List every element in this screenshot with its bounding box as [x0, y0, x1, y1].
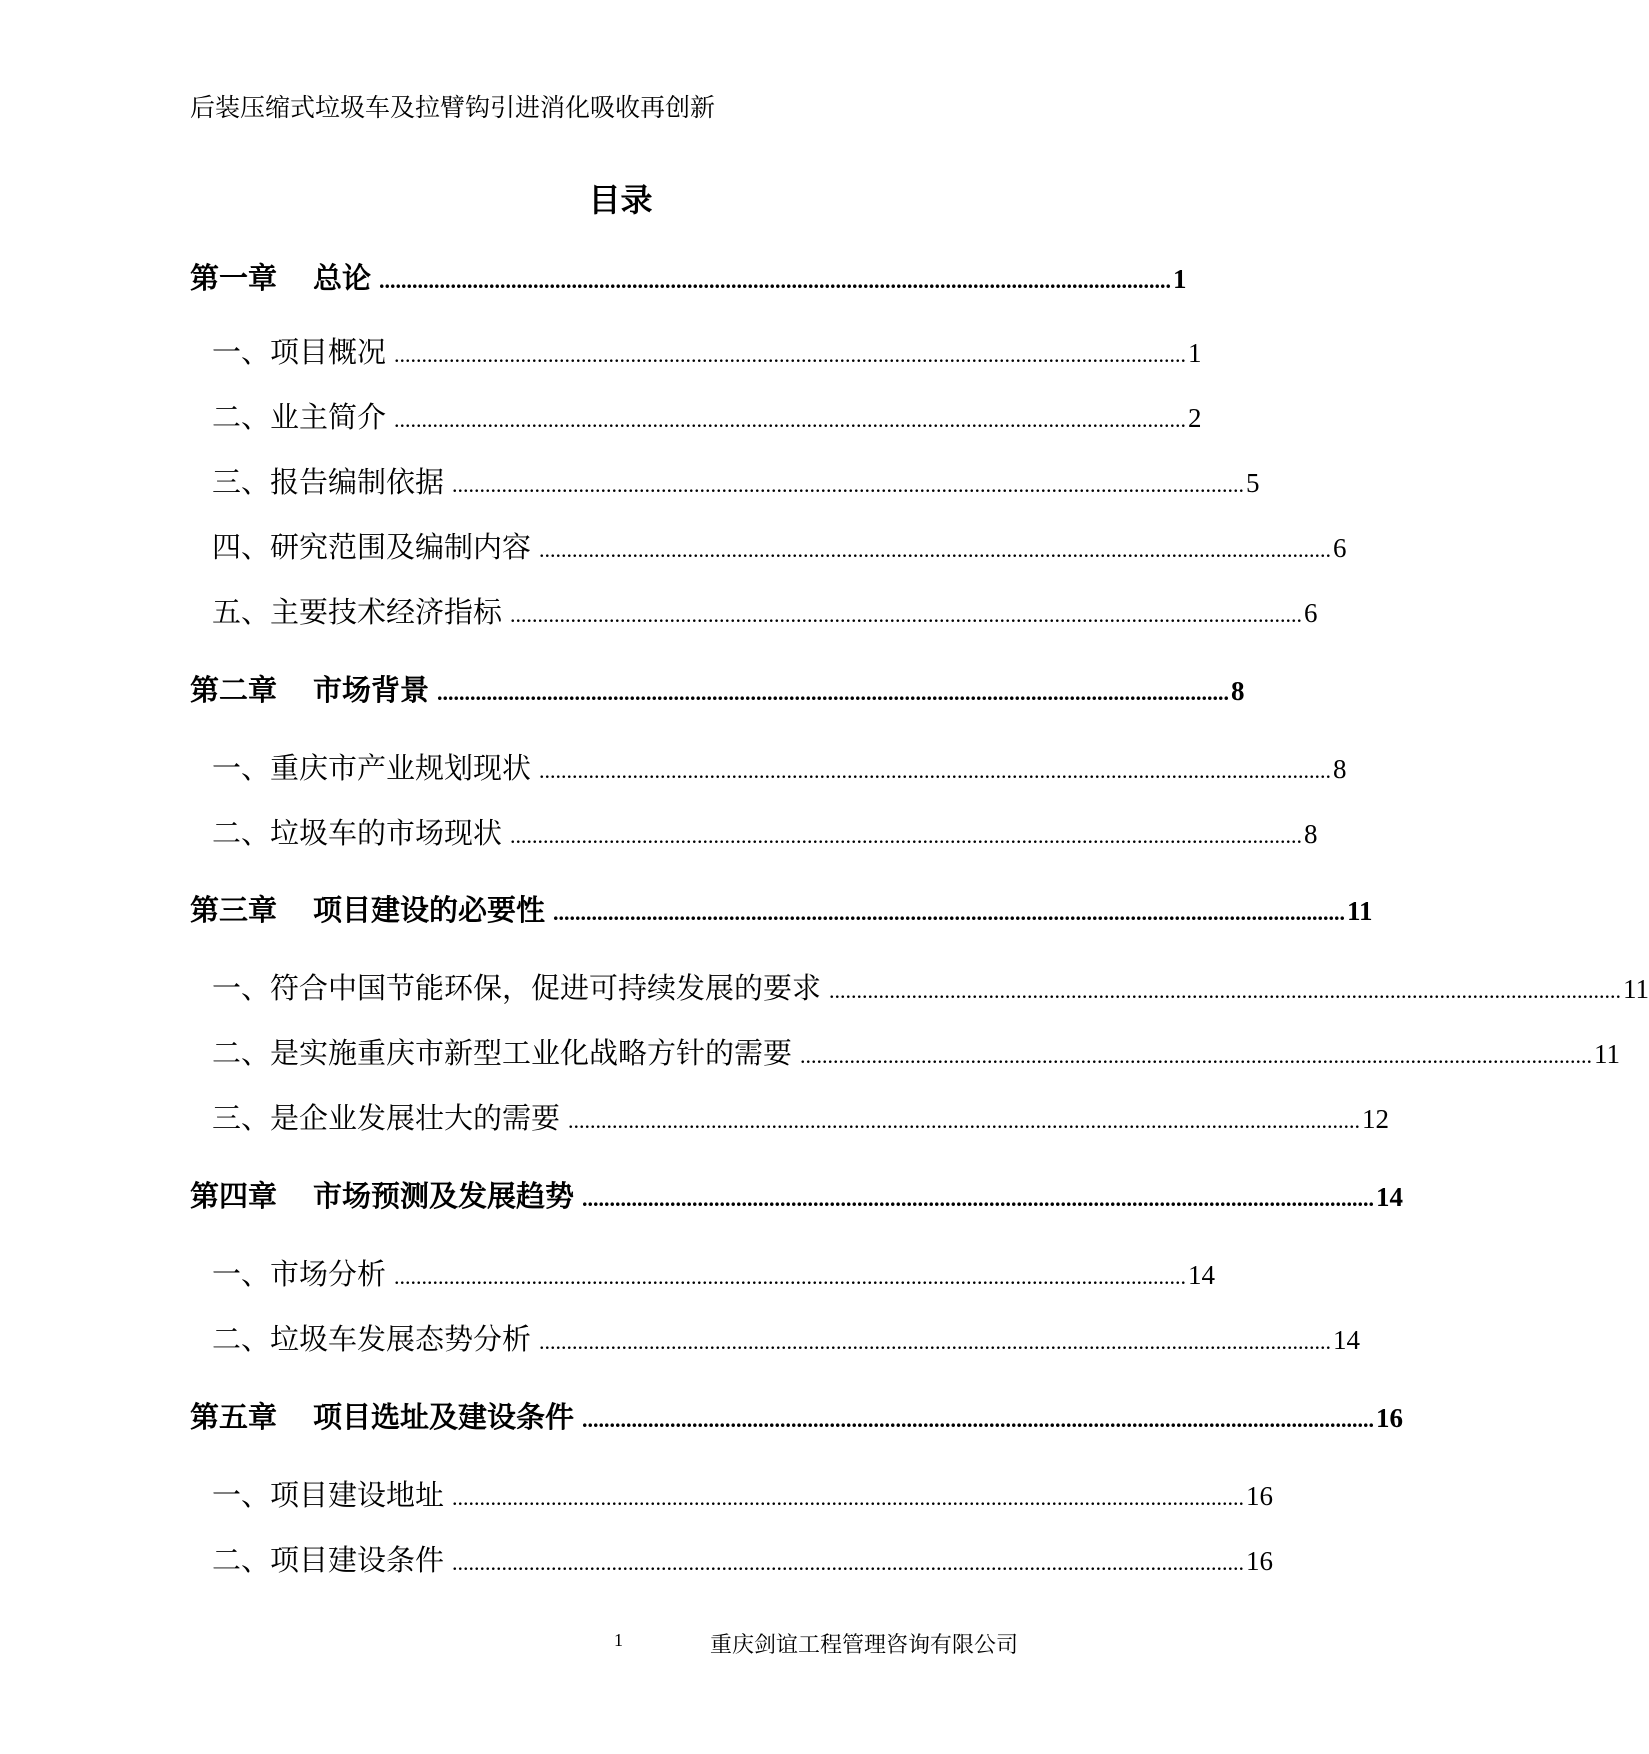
toc-page-number: 14 [1333, 1325, 1361, 1355]
dot-leader: ................................................................................................................................................ [510, 823, 1303, 848]
toc-page-number: 16 [1246, 1546, 1274, 1576]
dot-leader: ................................................................................................................................................ [582, 1407, 1375, 1432]
toc-section-1-4[interactable] [212, 525, 1347, 566]
dot-leader: ................................................................................................................................................ [800, 1043, 1593, 1068]
dot-leader: ................................................................................................................................................ [539, 758, 1332, 783]
toc-section-2-1[interactable] [212, 746, 1347, 787]
dot-leader: ................................................................................................................................................ [452, 472, 1245, 497]
toc-chapter-number: 第五章 [190, 1400, 278, 1434]
dot-leader: ................................................................................................................................................ [394, 407, 1187, 432]
toc-page-number: 14 [1188, 1260, 1216, 1290]
toc-heading: 目录 [588, 181, 653, 219]
toc-page-number: 5 [1246, 468, 1260, 498]
toc-section-label: 一、项目建设地址 [212, 1478, 445, 1512]
toc-chapter-3[interactable] [190, 888, 1373, 929]
dot-leader: ................................................................................................................................................ [553, 900, 1346, 925]
toc-chapter-label: 项目选址及建设条件 [313, 1400, 575, 1434]
toc-chapter-4[interactable] [190, 1174, 1404, 1215]
toc-section-label: 二、业主简介 [212, 400, 387, 434]
dot-leader: ................................................................................................................................................ [829, 978, 1622, 1003]
dot-leader: ................................................................................................................................................ [510, 602, 1303, 627]
toc-section-5-1[interactable] [212, 1473, 1274, 1514]
dot-leader: ................................................................................................................................................ [394, 342, 1187, 367]
toc-page-number: 11 [1347, 896, 1373, 926]
toc-chapter-2[interactable] [190, 668, 1245, 709]
toc-chapter-number: 第三章 [190, 893, 278, 927]
toc-section-3-1[interactable] [212, 966, 1649, 1007]
toc-page-number: 6 [1333, 533, 1347, 563]
toc-section-label: 二、垃圾车的市场现状 [212, 816, 503, 850]
toc-chapter-label: 市场预测及发展趋势 [313, 1179, 575, 1213]
toc-chapter-1[interactable] [190, 256, 1187, 297]
toc-page-number: 11 [1594, 1039, 1621, 1069]
dot-leader: ................................................................................................................................................ [568, 1108, 1361, 1133]
toc-section-3-2[interactable] [212, 1031, 1621, 1072]
toc-page-number: 12 [1362, 1104, 1390, 1134]
toc-chapter-label: 总论 [313, 261, 372, 295]
toc-page-number: 16 [1246, 1481, 1274, 1511]
toc-section-1-1[interactable] [212, 330, 1202, 371]
toc-section-label: 一、符合中国节能环保，促进可持续发展的要求 [212, 971, 822, 1005]
dot-leader: ................................................................................................................................................ [394, 1264, 1187, 1289]
toc-section-label: 四、研究范围及编制内容 [212, 530, 532, 564]
dot-leader: ................................................................................................................................................ [437, 680, 1230, 705]
toc-section-label: 三、是企业发展壮大的需要 [212, 1101, 561, 1135]
toc-chapter-number: 第二章 [190, 673, 278, 707]
toc-section-2-2[interactable] [212, 811, 1318, 852]
toc-section-3-3[interactable] [212, 1096, 1390, 1137]
footer-page-number: 1 [614, 1630, 623, 1650]
toc-chapter-label: 项目建设的必要性 [313, 893, 546, 927]
toc-page-number: 16 [1376, 1403, 1404, 1433]
toc-page-number: 8 [1231, 676, 1245, 706]
toc-section-5-2[interactable] [212, 1538, 1274, 1579]
toc-section-4-1[interactable] [212, 1252, 1216, 1293]
toc-chapter-5[interactable] [190, 1395, 1404, 1436]
toc-page-number: 2 [1188, 403, 1202, 433]
footer-company-name: 重庆剑谊工程管理咨询有限公司 [710, 1633, 1019, 1658]
toc-section-1-5[interactable] [212, 590, 1318, 631]
dot-leader: ................................................................................................................................................ [379, 268, 1172, 293]
toc-section-label: 五、主要技术经济指标 [212, 595, 503, 629]
toc-page-number: 1 [1173, 264, 1187, 294]
dot-leader: ................................................................................................................................................ [452, 1550, 1245, 1575]
toc-section-4-2[interactable] [212, 1317, 1361, 1358]
toc-page-number: 6 [1304, 598, 1318, 628]
toc-page-number: 11 [1623, 974, 1649, 1004]
toc-section-label: 二、项目建设条件 [212, 1543, 445, 1577]
dot-leader: ................................................................................................................................................ [539, 1329, 1332, 1354]
toc-chapter-label: 市场背景 [313, 673, 430, 707]
toc-page-number: 8 [1333, 754, 1347, 784]
toc-section-1-3[interactable] [212, 460, 1260, 501]
toc-section-label: 一、项目概况 [212, 335, 387, 369]
toc-page-number: 1 [1188, 338, 1202, 368]
running-header-title: 后装压缩式垃圾车及拉臂钩引进消化吸收再创新 [190, 93, 716, 122]
toc-section-label: 二、是实施重庆市新型工业化战略方针的需要 [212, 1036, 793, 1070]
toc-chapter-number: 第四章 [190, 1179, 278, 1213]
dot-leader: ................................................................................................................................................ [452, 1485, 1245, 1510]
dot-leader: ................................................................................................................................................ [582, 1186, 1375, 1211]
toc-section-label: 三、报告编制依据 [212, 465, 445, 499]
dot-leader: ................................................................................................................................................ [539, 537, 1332, 562]
toc-chapter-number: 第一章 [190, 261, 278, 295]
toc-section-1-2[interactable] [212, 395, 1202, 436]
toc-section-label: 一、市场分析 [212, 1257, 387, 1291]
toc-page-number: 14 [1376, 1182, 1404, 1212]
toc-section-label: 二、垃圾车发展态势分析 [212, 1322, 532, 1356]
toc-page-number: 8 [1304, 819, 1318, 849]
toc-section-label: 一、重庆市产业规划现状 [212, 751, 532, 785]
